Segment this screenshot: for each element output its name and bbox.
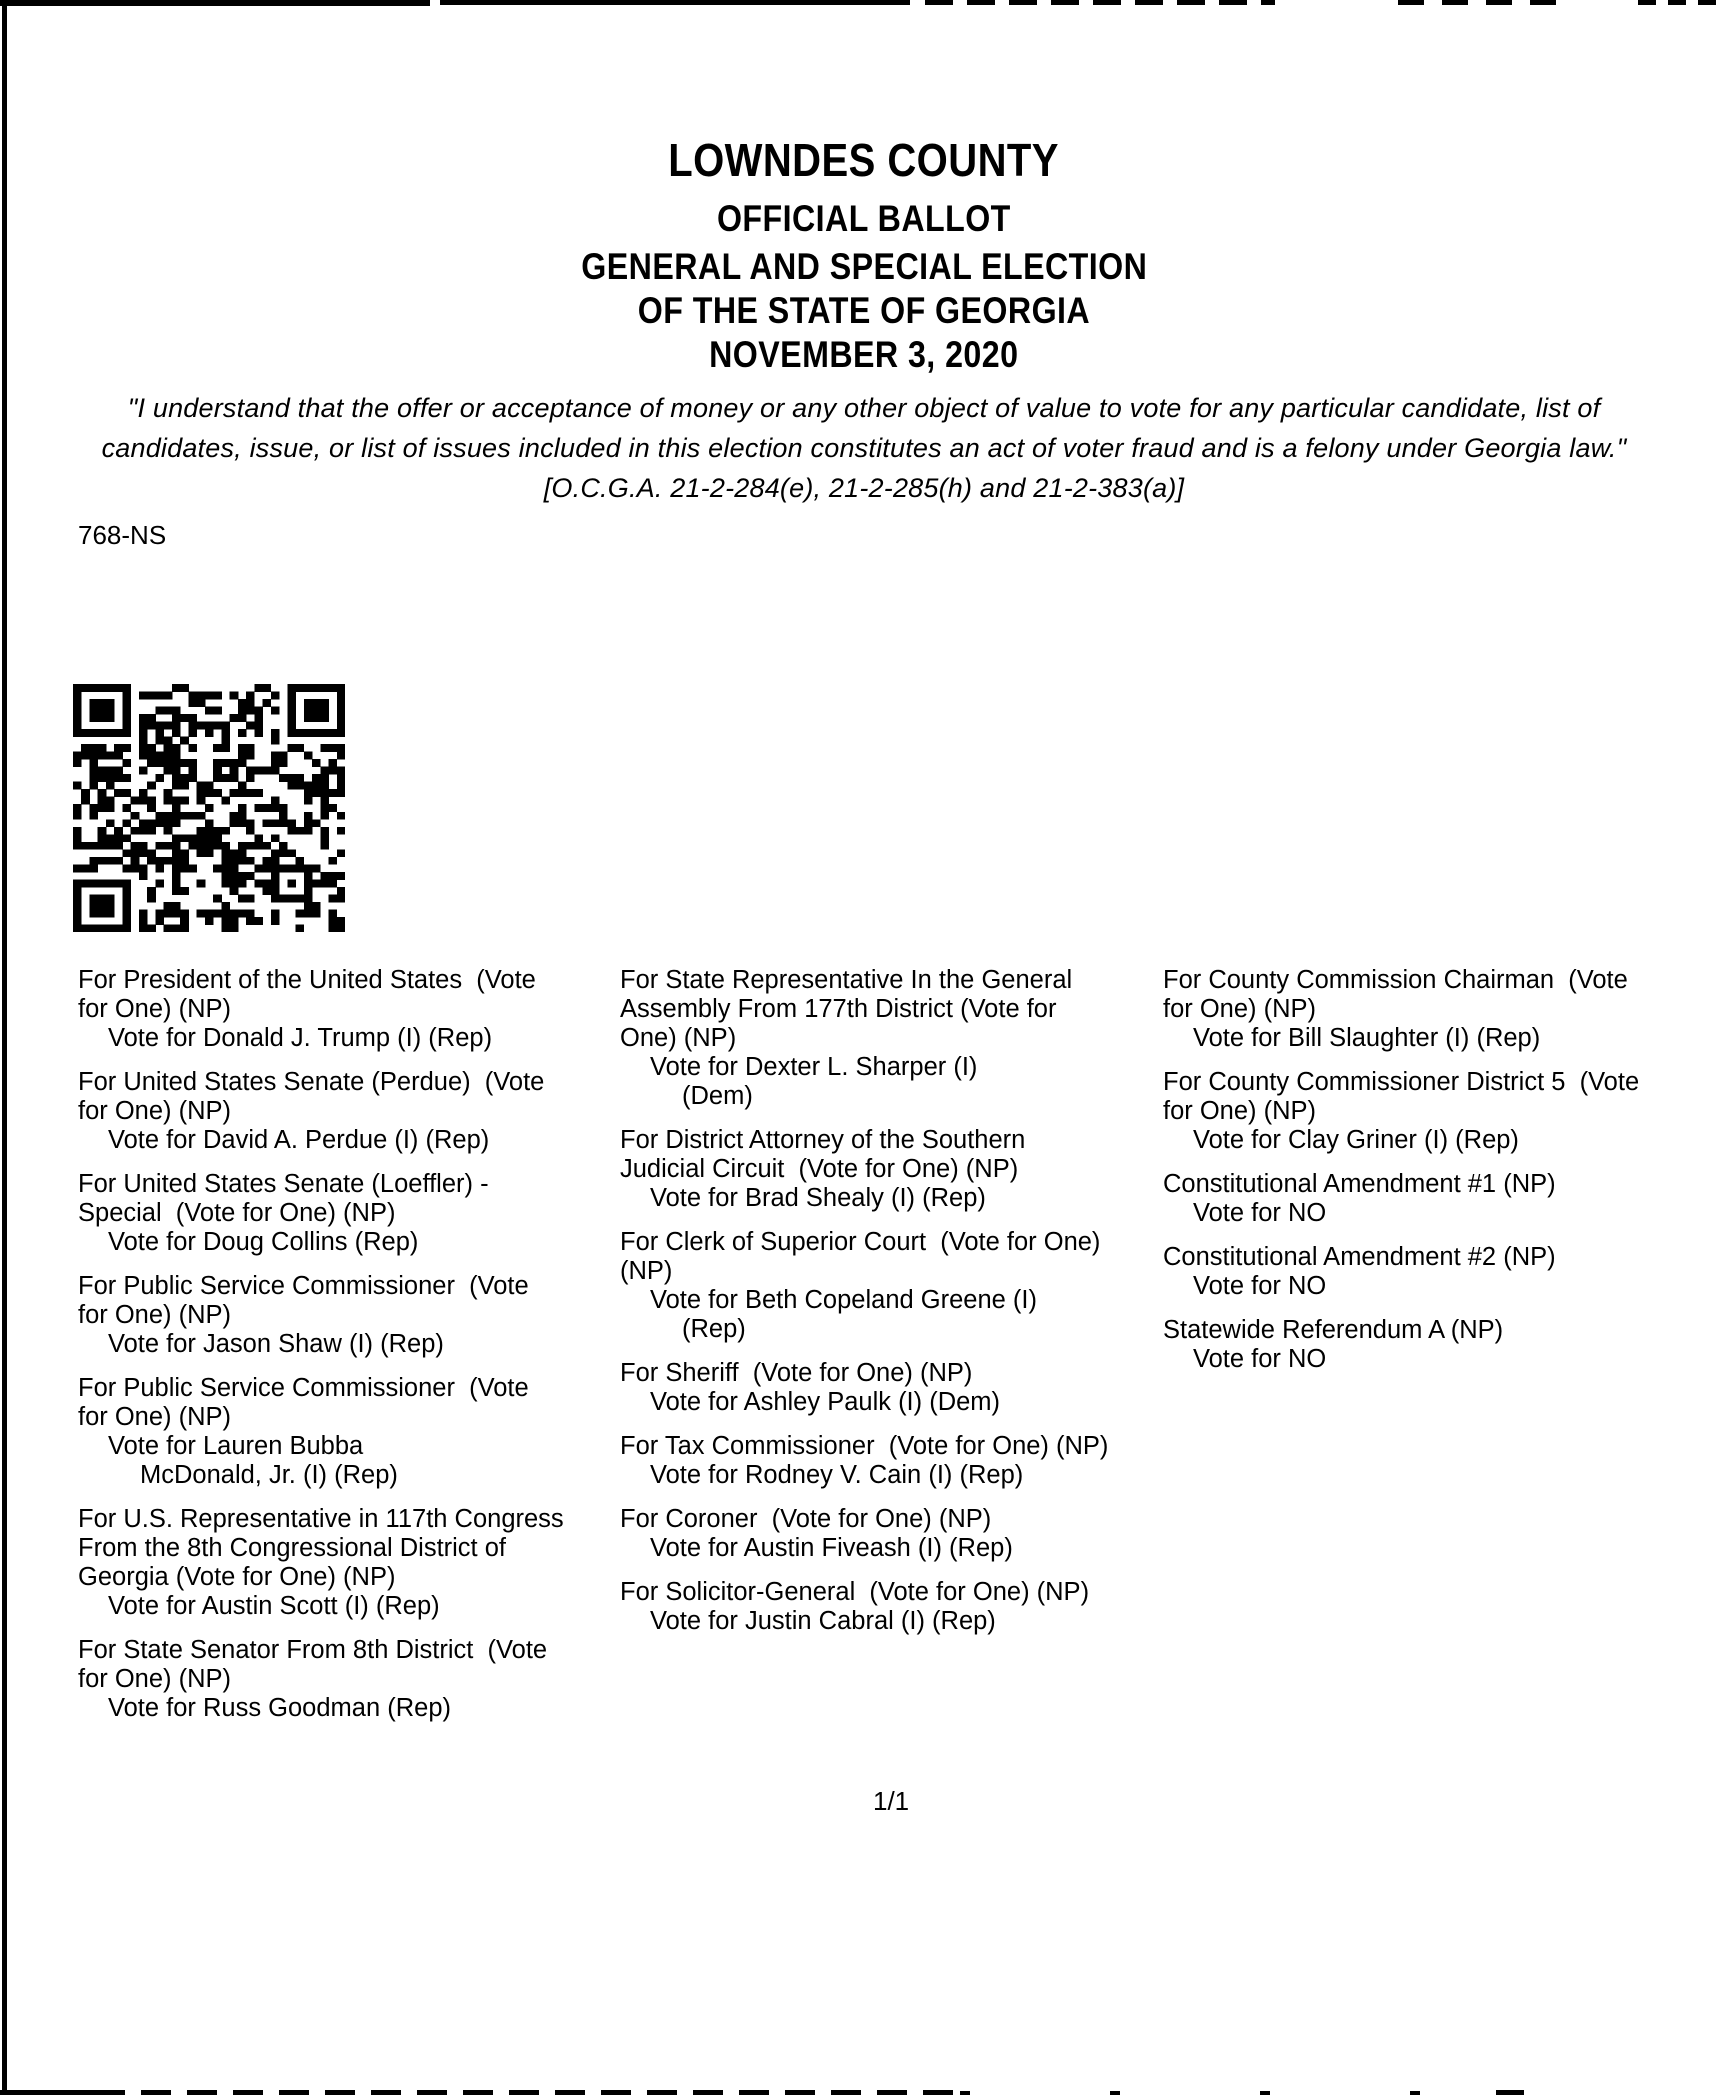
ballot-style-code: 768-NS <box>78 520 167 550</box>
vote-for-line: Vote for Austin Scott (I) (Rep) <box>108 1592 440 1620</box>
contest-title-line: Judicial Circuit (Vote for One) (NP) <box>620 1155 1019 1183</box>
contest-columns <box>78 966 1708 1738</box>
contest <box>620 1505 1163 1563</box>
contest-title-line: for One) (NP) <box>1163 1097 1317 1125</box>
contest-title-line: (NP) <box>620 1257 673 1285</box>
vote-for-line: Vote for Jason Shaw (I) (Rep) <box>108 1330 444 1358</box>
election-date <box>0 333 1728 377</box>
election-title-line1-text: GENERAL AND SPECIAL ELECTION <box>580 245 1148 287</box>
contest-column-3 <box>1163 966 1708 1389</box>
page-indicator: 1/1 <box>873 1786 910 1816</box>
contest <box>620 966 1163 1111</box>
scan-artifact-top-edge <box>0 0 1728 7</box>
contest-title-line: One) (NP) <box>620 1024 737 1052</box>
contest-title-line: For State Senator From 8th District (Vote <box>78 1636 548 1664</box>
contest <box>1163 1170 1708 1228</box>
contest-title-line: For President of the United States (Vote <box>78 966 536 994</box>
voter-fraud-disclaimer: "I understand that the offer or acceptance of money or any other object of value to vote for any particular candidate, list of candidates, issue, or list of issues included in this election constitutes an act of voter fraud and is a felony under Georgia law." [O.C.G.A. 21-2-284(e), 21-2-285(h) and 21-2-383(a)] <box>101 393 1627 503</box>
contest-title-line: For Sheriff (Vote for One) (NP) <box>620 1359 973 1387</box>
contest-title-line: For Clerk of Superior Court (Vote for One) <box>620 1228 1101 1256</box>
contest-title-line: for One) (NP) <box>78 1301 232 1329</box>
vote-for-line: McDonald, Jr. (I) (Rep) <box>140 1461 398 1489</box>
vote-for-line: Vote for NO <box>1193 1345 1327 1373</box>
contest <box>620 1228 1163 1344</box>
contest <box>1163 1316 1708 1374</box>
contest <box>78 1272 620 1359</box>
contest <box>1163 966 1708 1053</box>
contest <box>620 1432 1163 1490</box>
election-title-line2-text: OF THE STATE OF GEORGIA <box>637 289 1091 331</box>
contest-title-line: From the 8th Congressional District of <box>78 1534 506 1562</box>
election-date-text: NOVEMBER 3, 2020 <box>709 333 1019 375</box>
vote-for-line: Vote for Ashley Paulk (I) (Dem) <box>650 1388 1001 1416</box>
contest <box>1163 1068 1708 1155</box>
contest-column-1 <box>78 966 620 1738</box>
contest-title-line: For County Commission Chairman (Vote <box>1163 966 1628 994</box>
contest-title-line: Statewide Referendum A (NP) <box>1163 1316 1504 1344</box>
contest <box>78 1068 620 1155</box>
vote-for-line: Vote for NO <box>1193 1272 1327 1300</box>
contest <box>1163 1243 1708 1301</box>
contest-title-line: For County Commissioner District 5 (Vote <box>1163 1068 1640 1096</box>
vote-for-line: Vote for Austin Fiveash (I) (Rep) <box>650 1534 1013 1562</box>
contest-title-line: Assembly From 177th District (Vote for <box>620 995 1057 1023</box>
vote-for-line: Vote for David A. Perdue (I) (Rep) <box>108 1126 490 1154</box>
contest-title-line: for One) (NP) <box>78 995 232 1023</box>
contest <box>78 1170 620 1257</box>
scan-artifact-bottom-edge <box>0 2089 1728 2095</box>
vote-for-line: Vote for NO <box>1193 1199 1327 1227</box>
election-title-line1 <box>0 245 1728 289</box>
contest-title-line: For State Representative In the General <box>620 966 1073 994</box>
contest-title-line: For Tax Commissioner (Vote for One) (NP) <box>620 1432 1109 1460</box>
contest-title-line: Special (Vote for One) (NP) <box>78 1199 396 1227</box>
contest <box>620 1126 1163 1213</box>
vote-for-line: Vote for Dexter L. Sharper (I) <box>650 1053 978 1081</box>
contest-title-line: for One) (NP) <box>78 1097 232 1125</box>
qr-code <box>73 684 345 932</box>
vote-for-line: Vote for Doug Collins (Rep) <box>108 1228 419 1256</box>
contest-title-line: For U.S. Representative in 117th Congress <box>78 1505 564 1533</box>
contest-title-line: for One) (NP) <box>78 1403 232 1431</box>
contest-title-line: For United States Senate (Perdue) (Vote <box>78 1068 545 1096</box>
vote-for-line: Vote for Lauren Bubba <box>108 1432 364 1460</box>
contest <box>78 1374 620 1490</box>
vote-for-line: Vote for Justin Cabral (I) (Rep) <box>650 1607 996 1635</box>
contest-title-line: For United States Senate (Loeffler) - <box>78 1170 489 1198</box>
contest-title-line: Georgia (Vote for One) (NP) <box>78 1563 396 1591</box>
vote-for-line: Vote for Bill Slaughter (I) (Rep) <box>1193 1024 1541 1052</box>
contest-title-line: for One) (NP) <box>1163 995 1317 1023</box>
contest-title-line: for One) (NP) <box>78 1665 232 1693</box>
contest <box>78 966 620 1053</box>
vote-for-line: (Rep) <box>682 1315 746 1343</box>
contest <box>78 1505 620 1621</box>
contest-title-line: Constitutional Amendment #2 (NP) <box>1163 1243 1556 1271</box>
contest <box>78 1636 620 1723</box>
vote-for-line: Vote for Donald J. Trump (I) (Rep) <box>108 1024 493 1052</box>
ballot-type-text: OFFICIAL BALLOT <box>717 197 1011 239</box>
ballot-header <box>0 134 1728 377</box>
county-title <box>0 134 1728 187</box>
vote-for-line: Vote for Russ Goodman (Rep) <box>108 1694 451 1722</box>
county-title-text: LOWNDES COUNTY <box>668 134 1060 186</box>
contest-title-line: For Solicitor-General (Vote for One) (NP) <box>620 1578 1090 1606</box>
contest-title-line: Constitutional Amendment #1 (NP) <box>1163 1170 1556 1198</box>
contest-title-line: For District Attorney of the Southern <box>620 1126 1026 1154</box>
ballot-type-title <box>0 197 1728 241</box>
contest-column-2 <box>620 966 1163 1651</box>
contest <box>620 1578 1163 1636</box>
contest-title-line: For Public Service Commissioner (Vote <box>78 1374 529 1402</box>
vote-for-line: Vote for Beth Copeland Greene (I) <box>650 1286 1037 1314</box>
vote-for-line: Vote for Clay Griner (I) (Rep) <box>1193 1126 1519 1154</box>
vote-for-line: (Dem) <box>682 1082 753 1110</box>
contest-title-line: For Coroner (Vote for One) (NP) <box>620 1505 992 1533</box>
contest <box>620 1359 1163 1417</box>
vote-for-line: Vote for Rodney V. Cain (I) (Rep) <box>650 1461 1024 1489</box>
vote-for-line: Vote for Brad Shealy (I) (Rep) <box>650 1184 986 1212</box>
election-title-line2 <box>0 289 1728 333</box>
contest-title-line: For Public Service Commissioner (Vote <box>78 1272 529 1300</box>
